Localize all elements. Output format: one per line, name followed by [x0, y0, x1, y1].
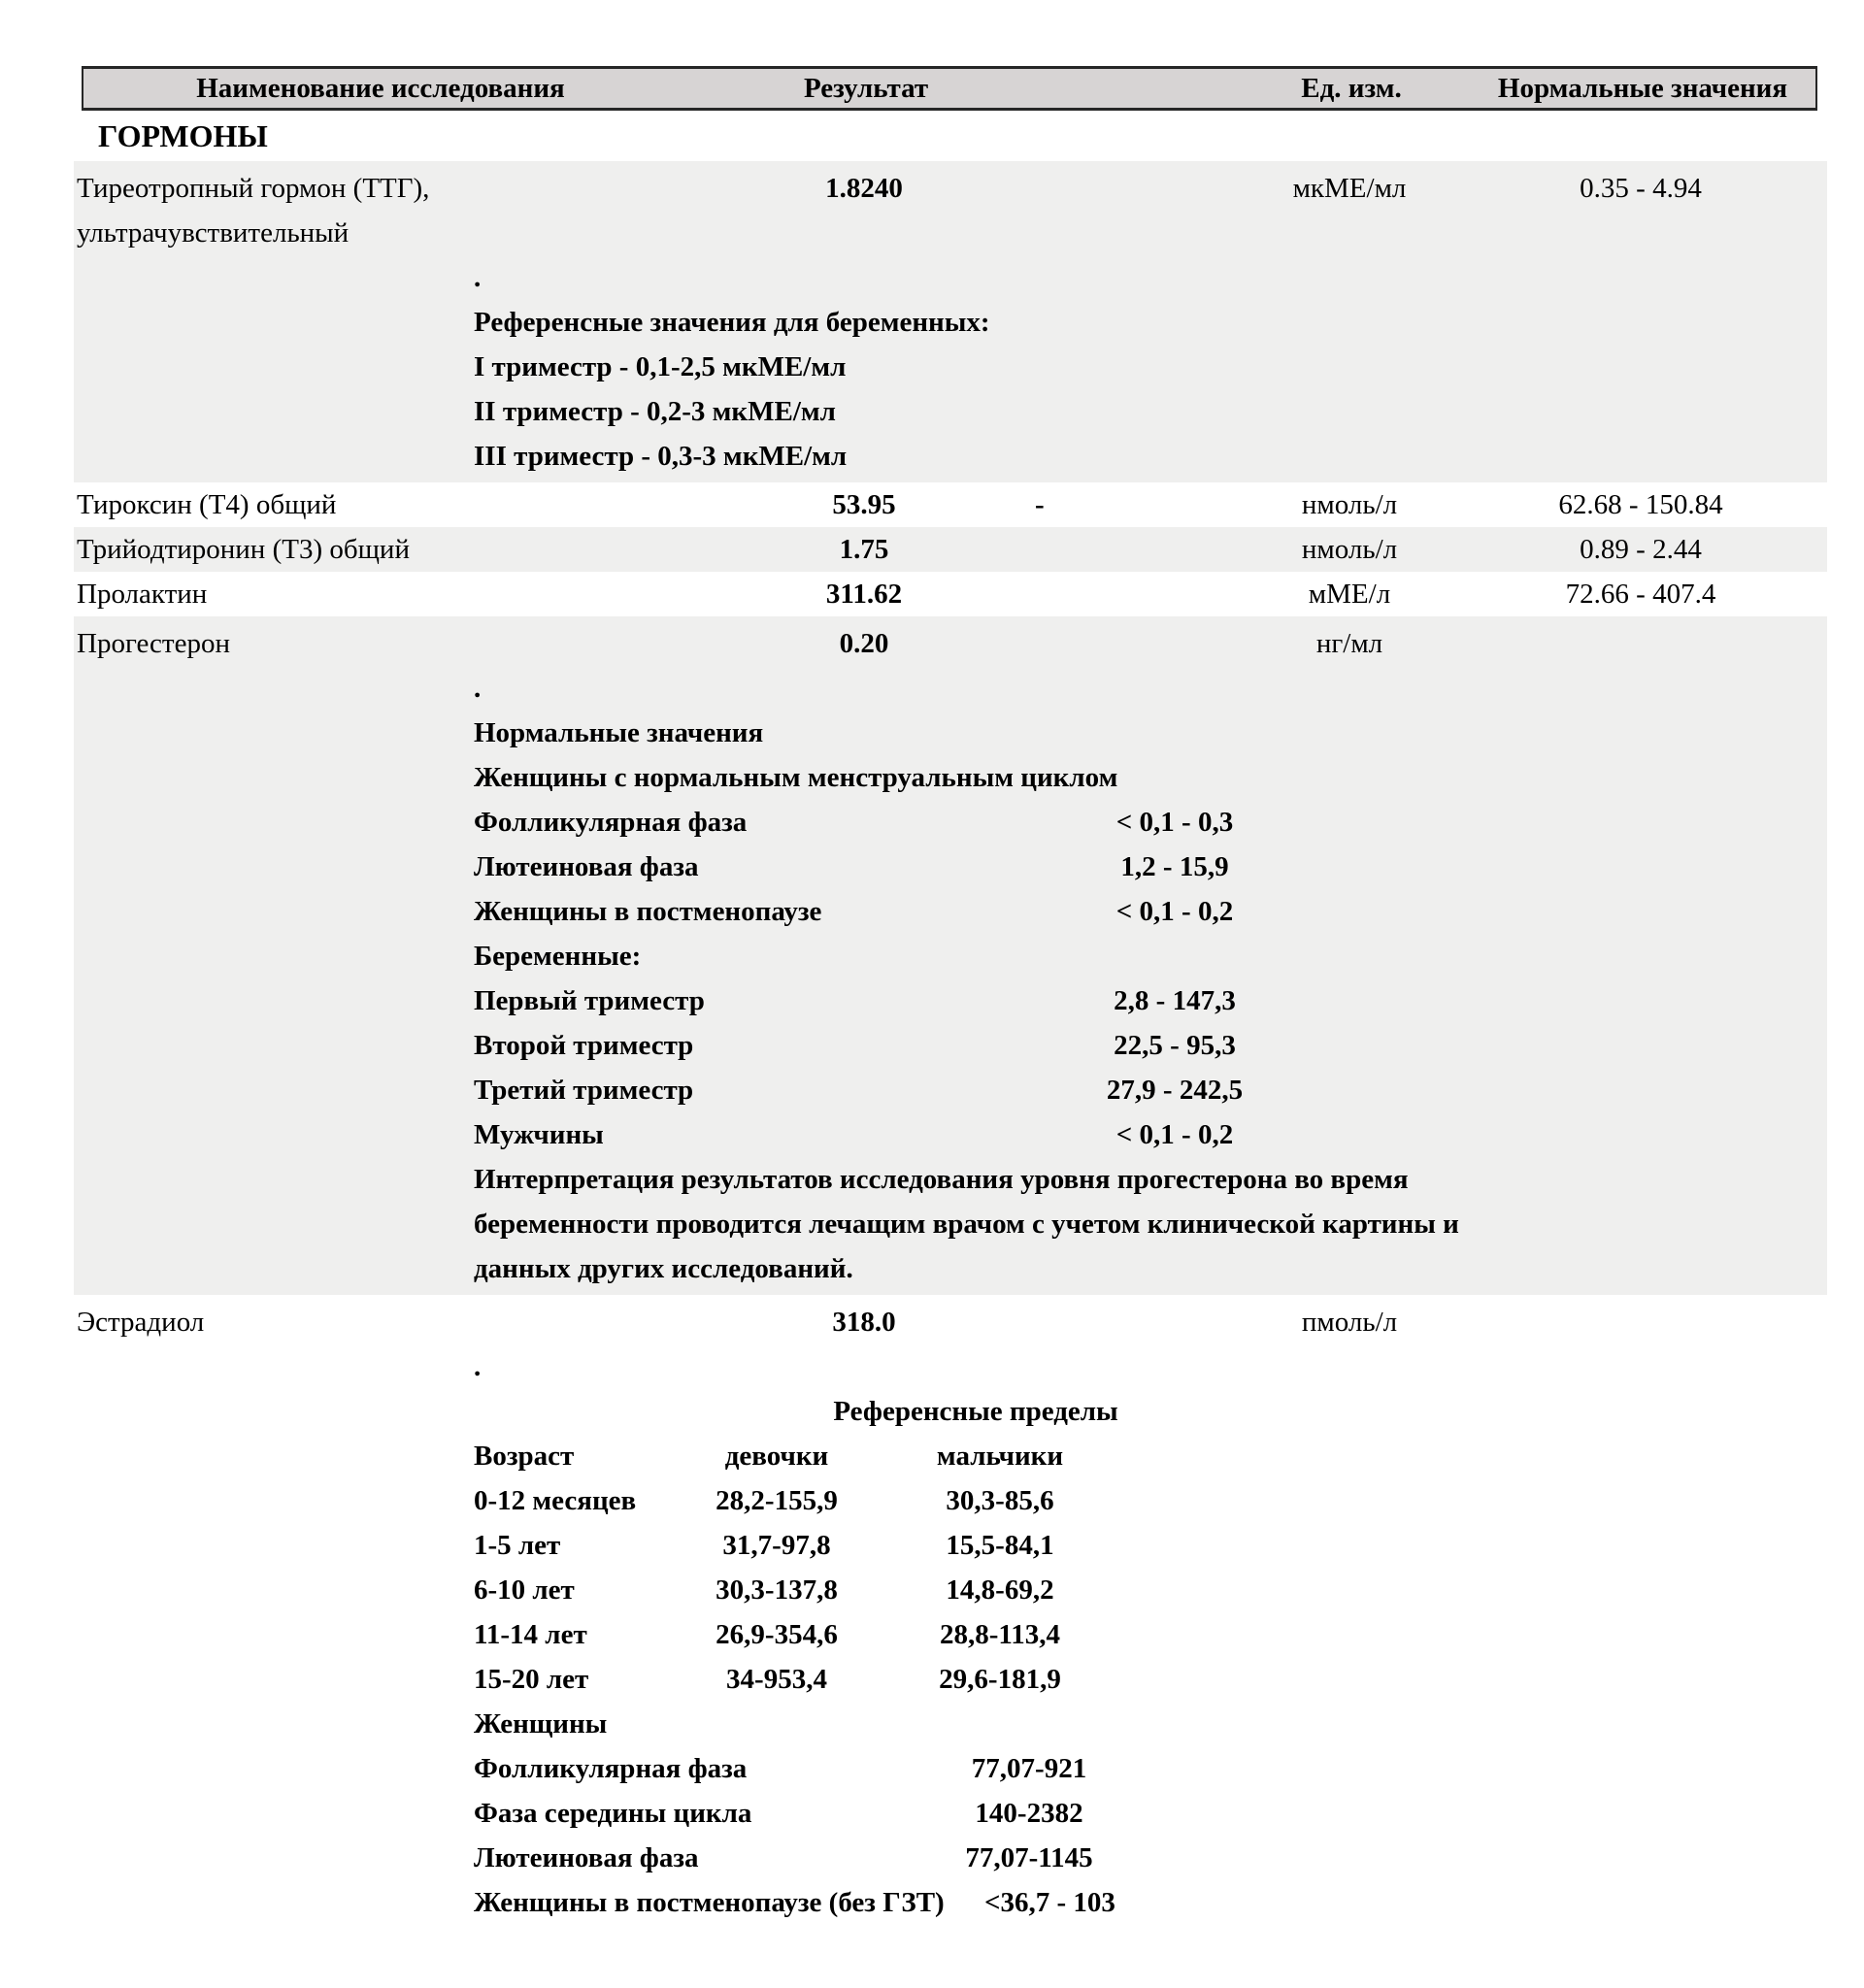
test-normal-range: 0.35 - 4.94: [1580, 173, 1702, 204]
reference-pair: Нормальные значения: [474, 717, 764, 748]
table-row: [74, 1300, 1827, 1344]
table-header: [82, 66, 1817, 111]
reference-pair: Мужчины < 0,1 - 0,2: [474, 1119, 1234, 1150]
test-units: нг/мл: [1315, 628, 1383, 659]
test-normal-range: 0.89 - 2.44: [1580, 534, 1702, 565]
test-result: 1.75: [839, 534, 889, 565]
test-units: мкМЕ/мл: [1292, 173, 1407, 204]
test-units: мМЕ/л: [1308, 579, 1391, 610]
test-name: Тироксин (Т4) общий: [77, 489, 337, 520]
interpretation-line: Интерпретация результатов исследования уровня прогестерона во время: [474, 1164, 1409, 1195]
age-table-row: 0-12 месяцев 28,2-155,9 30,3-85,6: [474, 1485, 1054, 1516]
note-line: I триместр - 0,1-2,5 мкМЕ/мл: [474, 351, 847, 382]
column-header-name: Наименование исследования: [196, 73, 565, 104]
test-result: 1.8240: [825, 173, 903, 204]
women-section-title: Женщины: [474, 1708, 608, 1740]
reference-pair: Женщины с нормальным менструальным циклом: [474, 762, 1118, 793]
reference-pair: Второй триместр 22,5 - 95,3: [474, 1030, 1236, 1061]
note-dot: .: [474, 262, 482, 293]
test-name: Пролактин: [77, 579, 208, 610]
age-table-row: 15-20 лет 34-953,4 29,6-181,9: [474, 1664, 1061, 1695]
women-reference-row: Лютеиновая фаза 77,07-1145: [474, 1842, 1093, 1873]
note-line: III триместр - 0,3-3 мкМЕ/мл: [474, 441, 848, 472]
test-normal-range: 62.68 - 150.84: [1558, 489, 1723, 520]
test-units: нмоль/л: [1301, 534, 1398, 565]
test-result: 318.0: [832, 1307, 896, 1338]
lab-report-page: [74, 66, 1827, 1929]
note-dot: .: [474, 673, 482, 704]
note-line: II триместр - 0,2-3 мкМЕ/мл: [474, 396, 836, 427]
test-name: Прогестерон: [77, 628, 230, 659]
reference-pair: Женщины в постменопаузе < 0,1 - 0,2: [474, 896, 1234, 927]
postmenopause-row: Женщины в постменопаузе (без ГЗТ) <36,7 - 103: [474, 1887, 1115, 1918]
interpretation-line: данных других исследований.: [474, 1253, 853, 1284]
test-result: 0.20: [839, 628, 889, 659]
test-result: 53.95: [832, 489, 896, 520]
note-dot: .: [474, 1351, 482, 1382]
row-group-estradiol: [74, 1295, 1827, 1929]
reference-pair: Фолликулярная фаза < 0,1 - 0,3: [474, 807, 1234, 838]
table-row: [74, 166, 1827, 255]
test-name: Эстрадиол: [77, 1307, 205, 1338]
age-table-row: 6-10 лет 30,3-137,8 14,8-69,2: [474, 1574, 1054, 1606]
women-reference-row: Фаза середины цикла 140-2382: [474, 1798, 1083, 1829]
table-row: [74, 572, 1827, 616]
reference-pair: Первый триместр 2,8 - 147,3: [474, 985, 1236, 1016]
women-reference-row: Фолликулярная фаза 77,07-921: [474, 1753, 1087, 1784]
reference-pair: Беременные:: [474, 941, 642, 972]
interpretation-line: беременности проводится лечащим врачом с учетом клинической картины и: [474, 1209, 1459, 1240]
reference-pair: Третий триместр 27,9 - 242,5: [474, 1075, 1244, 1106]
test-name: Трийодтиронин (Т3) общий: [77, 534, 410, 565]
reference-limits-title: Референсные пределы: [833, 1396, 1118, 1427]
column-header-normal: Нормальные значения: [1497, 73, 1788, 104]
test-normal-range: 72.66 - 407.4: [1565, 579, 1716, 610]
test-units: пмоль/л: [1301, 1307, 1398, 1338]
age-table-row: 1-5 лет 31,7-97,8 15,5-84,1: [474, 1530, 1054, 1561]
row-group-tsh: [74, 161, 1827, 482]
test-result: 311.62: [825, 579, 903, 610]
table-row: [74, 482, 1827, 527]
age-table-row: 11-14 лет 26,9-354,6 28,8-113,4: [474, 1619, 1061, 1650]
section-title-hormones: ГОРМОНЫ: [98, 118, 268, 153]
table-row: [74, 621, 1827, 666]
reference-pair: Лютеиновая фаза 1,2 - 15,9: [474, 851, 1229, 882]
test-units: нмоль/л: [1301, 489, 1398, 520]
row-group-progesterone: [74, 616, 1827, 1295]
age-table-header: Возраст девочки мальчики: [474, 1441, 1064, 1472]
table-row: [74, 527, 1827, 572]
column-header-units: Ед. изм.: [1301, 73, 1402, 104]
column-header-result: Результат: [803, 73, 929, 104]
test-name: Тиреотропный гормон (ТТГ), ультрачувствительный: [77, 173, 430, 248]
note-title: Референсные значения для беременных:: [474, 307, 990, 338]
low-flag: -: [1035, 489, 1045, 520]
